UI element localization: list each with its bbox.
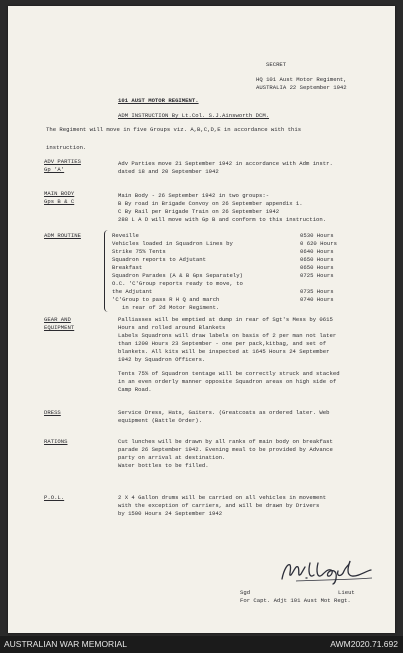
footer-accession-number: AWM2020.71.692 <box>330 639 398 649</box>
section-label-equipment: EQUIPMENT <box>44 324 75 331</box>
secret-marking: SECRET <box>266 61 287 68</box>
sgd-label: Sgd <box>240 589 251 596</box>
intro-line-1: The Regiment will move in five Groups viz. A,B,C,D,E in accordance with this <box>46 126 302 133</box>
rations-line-2: parade 26 September 1942. Evening meal to be provided by Advance <box>118 446 333 453</box>
section-label-gear: GEAR AND <box>44 316 71 323</box>
routine-item: Reveille <box>112 232 139 239</box>
section-label-main-body: MAIN BODY <box>44 190 75 197</box>
routine-time: 0740 Hours <box>300 296 334 303</box>
tents-line-3: Camp Road. <box>118 386 152 393</box>
main-line-3: C By Rail per Brigade Train on 26 September 1942 <box>118 208 280 215</box>
routine-time: 0640 Hours <box>300 248 334 255</box>
routine-item: Strike 75% Tents <box>112 248 166 255</box>
document-title: 101 AUST MOTOR REGIMENT. <box>118 97 199 104</box>
gear-line-5: blankets. All kits will be inspected at 1645 Hours 24 September <box>118 348 330 355</box>
routine-time: 0735 Hours <box>300 288 334 295</box>
dress-line-2: equipment (Battle Order). <box>118 417 202 424</box>
routine-item: O.C. 'C'Group reports ready to move, to <box>112 280 243 287</box>
routine-item: Squadron Parades (A & B Gps Separately) <box>112 272 243 279</box>
routine-item: Vehicles loaded in Squadron Lines by <box>112 240 233 247</box>
rations-line-3: party on arrival at destination. <box>118 454 226 461</box>
routine-item: 'C'Group to pass R H Q and march <box>112 296 220 303</box>
section-label-adm-routine: ADM ROUTINE <box>44 232 81 239</box>
signer-for-line: For Capt. Adjt 101 Aust Mot Regt. <box>240 597 351 604</box>
pol-line-2: with the exception of carriers, and will be drawn by Drivers <box>118 502 320 509</box>
gear-line-6: 1942 by Squadron Officers. <box>118 356 206 363</box>
archive-footer <box>0 636 403 653</box>
pol-line-3: by 1500 Hours 24 September 1942 <box>118 510 223 517</box>
place-date-line: AUSTRALIA 22 September 1942 <box>256 84 347 91</box>
instruction-title <box>118 112 269 120</box>
instruction-title-text: ADM INSTRUCTION By Lt.Col. S.J.Ainsworth DCM. <box>118 112 270 119</box>
section-label-pol: P.O.L. <box>44 494 65 501</box>
section-label-groups-b-c: Gps B & C <box>44 198 75 205</box>
dress-line-1: Service Dress, Hats, Gaiters. (Greatcoats as ordered later. Web <box>118 409 330 416</box>
section-label-rations: RATIONS <box>44 438 68 445</box>
adv-line-2: dated 18 and 20 September 1942 <box>118 168 219 175</box>
gear-line-4: than 1200 Hours 23 September - one per pack,kitbag, and set of <box>118 340 327 347</box>
tents-line-2: in an even orderly manner opposite Squadron areas on high side of <box>118 378 337 385</box>
routine-time: 0725 Hours <box>300 272 334 279</box>
rations-line-1: Cut lunches will be drawn by all ranks of main body on breakfast <box>118 438 333 445</box>
gear-line-1: Palliasses will be emptied at dump in rear of Sgt's Mess by 0615 <box>118 316 333 323</box>
routine-time: 0650 Hours <box>300 256 334 263</box>
routine-item: the Adjutant <box>112 288 153 295</box>
routine-brace <box>104 230 110 312</box>
signer-rank: Lieut <box>338 589 355 596</box>
gear-line-2: Hours and rolled around Blankets <box>118 324 226 331</box>
routine-time: 0 620 Hours <box>300 240 337 247</box>
routine-item: Breakfast <box>112 264 143 271</box>
rations-line-4: Water bottles to be filled. <box>118 462 209 469</box>
gear-line-3: Labels Squadrons will draw labels on basis of 2 per man not later <box>118 332 337 339</box>
routine-item: in rear of 2d Motor Regiment. <box>122 304 220 311</box>
footer-institution: AUSTRALIAN WAR MEMORIAL <box>4 639 127 649</box>
handwritten-signature <box>276 559 376 585</box>
section-label-dress: DRESS <box>44 409 61 416</box>
intro-line-2: instruction. <box>46 144 87 151</box>
routine-item: Squadron reports to Adjutant <box>112 256 206 263</box>
hq-line: HQ 101 Aust Motor Regiment, <box>256 76 347 83</box>
main-line-1: Main Body - 26 September 1942 in two groups:- <box>118 192 270 199</box>
document-page <box>8 6 395 633</box>
adv-line-1: Adv Parties move 21 September 1942 in accordance with Adm instr. <box>118 160 333 167</box>
section-label-group-a: Gp 'A' <box>44 166 65 173</box>
tents-line-1: Tents 75% of Squadron tentage will be correctly struck and stacked <box>118 370 340 377</box>
routine-time: 0530 Hours <box>300 232 334 239</box>
main-line-2: B By road in Brigade Convoy on 26 September appendix 1. <box>118 200 303 207</box>
routine-time: 0650 Hours <box>300 264 334 271</box>
main-line-4: 288 L A D will move with Gp B and conform to this instruction. <box>118 216 327 223</box>
pol-line-1: 2 X 4 Gallon drums will be carried on all vehicles in movement <box>118 494 327 501</box>
section-label-adv-parties: ADV PARTIES <box>44 158 81 165</box>
